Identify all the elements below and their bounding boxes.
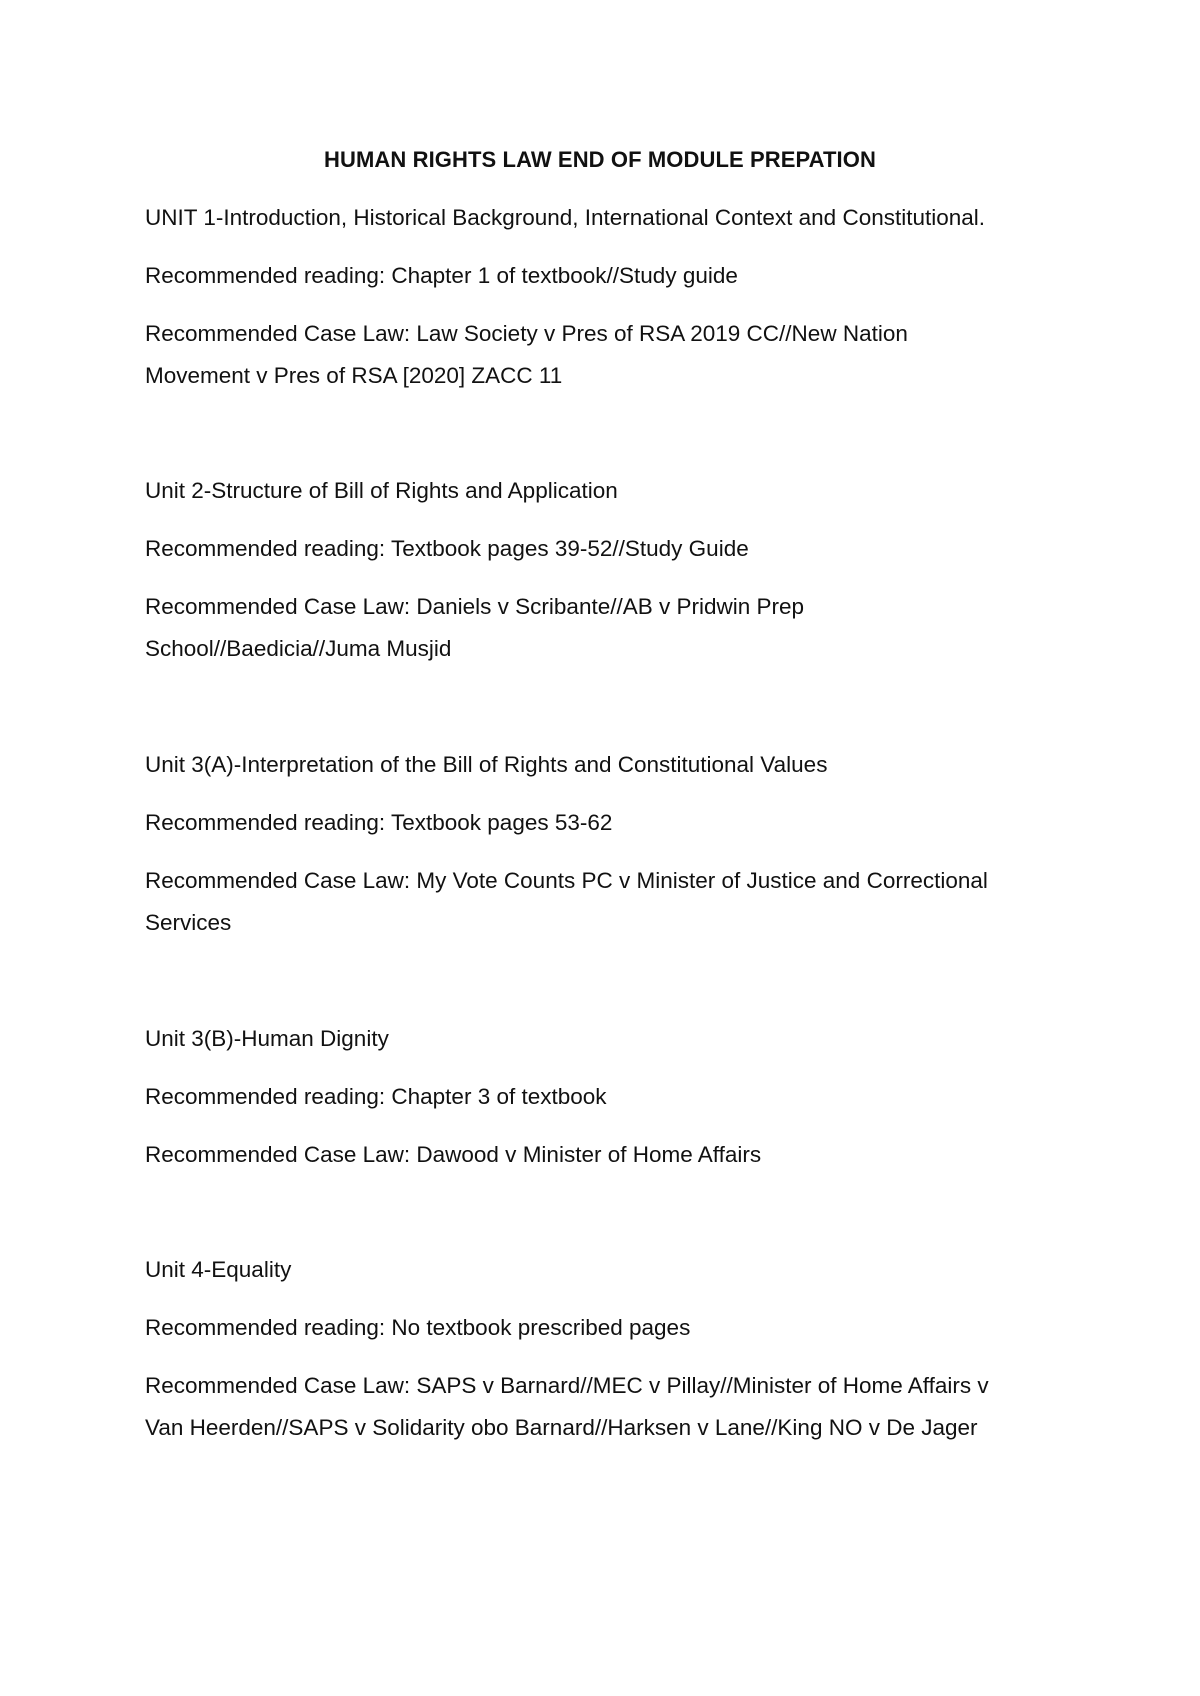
unit-4-case-law-line-1: Recommended Case Law: SAPS v Barnard//MEC v Pillay//Minister of Home Affairs v bbox=[145, 1373, 989, 1398]
unit-3b-case-law-line-1: Recommended Case Law: Dawood v Minister of Home Affairs bbox=[145, 1142, 762, 1167]
unit-1-reading: Recommended reading: Chapter 1 of textbook//Study guide bbox=[145, 263, 738, 288]
unit-2-case-law-line-1: Recommended Case Law: Daniels v Scribante//AB v Pridwin Prep bbox=[145, 594, 805, 619]
unit-3b-heading: Unit 3(B)-Human Dignity bbox=[145, 1026, 389, 1051]
document-title: HUMAN RIGHTS LAW END OF MODULE PREPATION bbox=[324, 147, 876, 172]
unit-3a-case-law-line-1: Recommended Case Law: My Vote Counts PC v Minister of Justice and Correctional bbox=[145, 868, 988, 893]
unit-4-case-law-line-2: Van Heerden//SAPS v Solidarity obo Barnard//Harksen v Lane//King NO v De Jager bbox=[145, 1415, 978, 1440]
unit-2-case-law-line-2: School//Baedicia//Juma Musjid bbox=[145, 636, 452, 661]
unit-2-reading: Recommended reading: Textbook pages 39-52//Study Guide bbox=[145, 536, 749, 561]
unit-2-heading: Unit 2-Structure of Bill of Rights and Application bbox=[145, 478, 618, 503]
unit-3a-heading: Unit 3(A)-Interpretation of the Bill of Rights and Constitutional Values bbox=[145, 752, 828, 777]
unit-4-reading: Recommended reading: No textbook prescribed pages bbox=[145, 1315, 691, 1340]
unit-3a-reading: Recommended reading: Textbook pages 53-62 bbox=[145, 810, 613, 835]
unit-3a-case-law-line-2: Services bbox=[145, 910, 232, 935]
unit-4-heading: Unit 4-Equality bbox=[145, 1257, 292, 1282]
unit-1-heading: UNIT 1-Introduction, Historical Background, International Context and Constitutional. bbox=[145, 205, 986, 230]
unit-3b-reading: Recommended reading: Chapter 3 of textbook bbox=[145, 1084, 607, 1109]
unit-1-case-law-line-2: Movement v Pres of RSA [2020] ZACC 11 bbox=[145, 363, 563, 388]
unit-1-case-law-line-1: Recommended Case Law: Law Society v Pres of RSA 2019 CC//New Nation bbox=[145, 321, 908, 346]
